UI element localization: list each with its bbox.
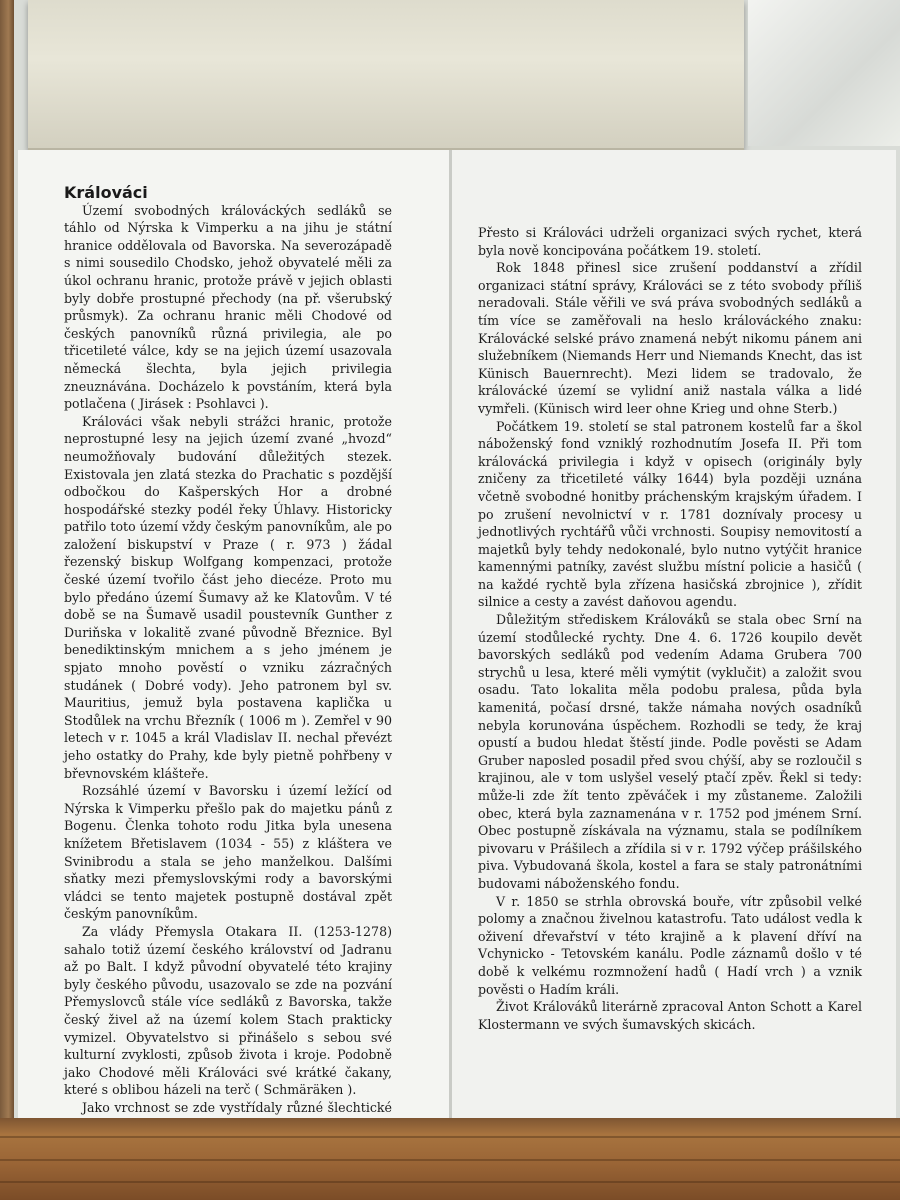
paragraph: Králováci však nebyli strážci hranic, protože neprostupné lesy na jejich území zvané „hvozd“ neumožňovaly budování důležitých stezek. Existovala jen zlatá stezka do Prachatic s pozdější odbočkou do Kašperských Hor a drobné hospodářské stezky podél řeky Úhlavy. Historicky patřilo toto území vždy českým panovníkům, ale po založení biskupství v Praze ( r. 973 ) žádal řezenský biskup Wolfgang kompenzaci, protože české území tvořilo část jeho diecéze. Proto mu bylo předáno území Šumavy až ke Klatovům. V té době se na Šumavě usadil poustevník Gunther z Duriňska v lokalitě zvané původně Březnice. Byl benediktinským mnichem a s jeho jménem je spjato mnoho pověstí o vzniku zázračných studánek ( Dobré vody). Jeho patronem byl sv. Mauritius, jemuž byla postavena kaplička u Stodůlek na vrchu Březník ( 1006 m ). Zemřel v 90 letech v r. 1045 a král Vladislav II. nechal převézt jeho ostatky do Prahy, kde byly pietně pohřbeny v břevnovském klášteře. <box>64 413 392 781</box>
wooden-frame-bottom <box>0 1118 900 1200</box>
document-title: Králováci <box>64 183 148 202</box>
right-column <box>478 224 862 1033</box>
paragraph: Rozsáhlé území v Bavorsku i území ležící od Nýrska k Vimperku přešlo pak do majetku pánů z Bogenu. Členka tohoto rodu Jitka byla unesena knížetem Břetislavem (1034 - 55) z kláštera ve Svinibrodu a stala se jeho manželkou. Dalšími sňatky mezi přemyslovskými rody a bavorskými vládci se tento majetek postupně dostával zpět českým panovníkům. <box>64 783 392 922</box>
paragraph: Území svobodných králováckých sedláků se táhlo od Nýrska k Vimperku a na jihu je státní hranice oddělovala od Bavorska. Na severozápadě s nimi sousedilo Chodsko, jehož obyvatelé měli za úkol ochranu hranic, protože právě v jejich oblasti byly dobře prostupné přechody (na př. všerubský průsmyk). Za ochranu hranic měli Chodové od českých panovníků různá privilegia, ale po třicetileté válce, kdy se na jejich území usazovala německá šlechta, byla jejich privilegia zneuznávána. Docházelo k povstáním, která byla potlačena ( Jirásek : Psohlavci ). <box>64 202 392 412</box>
top-paper-sheet <box>28 0 744 150</box>
wooden-frame-left <box>0 0 14 1200</box>
paragraph: Za vlády Přemysla Otakara II. (1253-1278) sahalo totiž území českého království od Jadranu až po Balt. I když původní obyvatelé této krajiny byly českého původu, usazovalo se zde na pozvání Přemyslovců stále více sedláků z Bavorska, takže český živel až na území kolem Stach prakticky vymizel. Obyvatelstvo si přinášelo s sebou své kulturní zvyklosti, způsob života i kroje. Podobně jako Chodové měli Králováci své krátké čakany, které s oblibou házeli na terč ( Schmäräken ). <box>64 923 392 1098</box>
top-right-sheet <box>748 0 900 146</box>
paragraph: Důležitým střediskem Králováků se stala obec Srní na území stodůlecké rychty. Dne 4. 6. 1726 koupilo devět bavorských sedláků pod vedením Adama Grubera 700 strychů u lesa, které měli vymýtit (vyklučit) a založit svou osadu. Tato lokalita měla podobu pralesa, půda byla kamenitá, počasí drsné, takže námaha nových osadníků nebyla korunována úspěchem. Rozhodli se tedy, že kraj opustí a budou hledat štěstí jinde. Podle pověsti se Adam Gruber naposled posadil před svou chýší, aby se rozloučil s krajinou, ale v tom uslyšel veselý ptačí zpěv. Řekl si tedy: může-li zde žít tento zpěváček i my zůstaneme. Založili obec, která byla zaznamenána v r. 1752 pod jménem Srní. Obec postupně získávala na významu, stala se podílníkem pivovaru v Prášilech a zřídila si v r. 1792 výčep prášilského piva. Vybudovaná škola, kostel a fara se staly patronátními budovami náboženského fondu. <box>478 612 862 891</box>
paragraph: Rok 1848 přinesl sice zrušení poddanství a zřídil organizaci státní správy, Králováci se z této svobody příliš neradovali. Stále věřili ve svá práva svobodných sedláků a tím více se zaměřovali na heslo králováckého znaku: Královácké selské právo znamená nebýt nikomu pánem ani služebníkem (Niemands Herr und Niemands Knecht, das ist Künisch Bauernrecht). Mezi lidem se tradovalo, že královácké území se vylidní aniž nastala válka a lidé vymřeli. (Künisch wird leer ohne Krieg und ohne Sterb.) <box>478 260 862 416</box>
paragraph: Jako vrchnost se zde vystřídaly různé šlechtické <box>82 1099 392 1115</box>
left-column <box>64 184 392 1187</box>
paragraph: Počátkem 19. století se stal patronem kostelů far a škol náboženský fond vzniklý rozhodnutím Josefa II. Při tom královácká privilegia i když v opisech (originály byly zničeny za třicetileté války 1644) byla později uznána včetně svobodné honitby práchenským krajským úřadem. I po zrušení nevolnictví v r. 1781 doznívaly procesy u jednotlivých rychtářů vůči vrchnosti. Soupisy nemovitostí a majetků byly tehdy nedokonalé, bylo nutno vytýčit hranice kamennými patníky, zavést službu místní policie a hasičů ( na každé rychtě byla zřízena hasičská zbrojnice ), zřídit silnice a cesty a zavést daňovou agendu. <box>478 418 862 610</box>
paragraph: V r. 1850 se strhla obrovská bouře, vítr způsobil velké polomy a značnou živelnou katastrofu. Tato událost vedla k oživení dřevařství v této krajině a k plavení dříví na Vchynicko - Tetovském kanálu. Podle záznamů došlo v té době k velkému rozmnožení hadů ( Hadí vrch ) a vznik pověsti o Hadím králi. <box>478 893 862 997</box>
paragraph: Život Králováků literárně zpracoval Anton Schott a Karel Klostermann ve svých šumavských skicách. <box>478 999 862 1032</box>
paragraph: Přesto si Králováci udrželi organizaci svých rychet, která byla nově koncipována počátkem 19. století. <box>478 225 862 258</box>
page-seam <box>449 150 452 1118</box>
